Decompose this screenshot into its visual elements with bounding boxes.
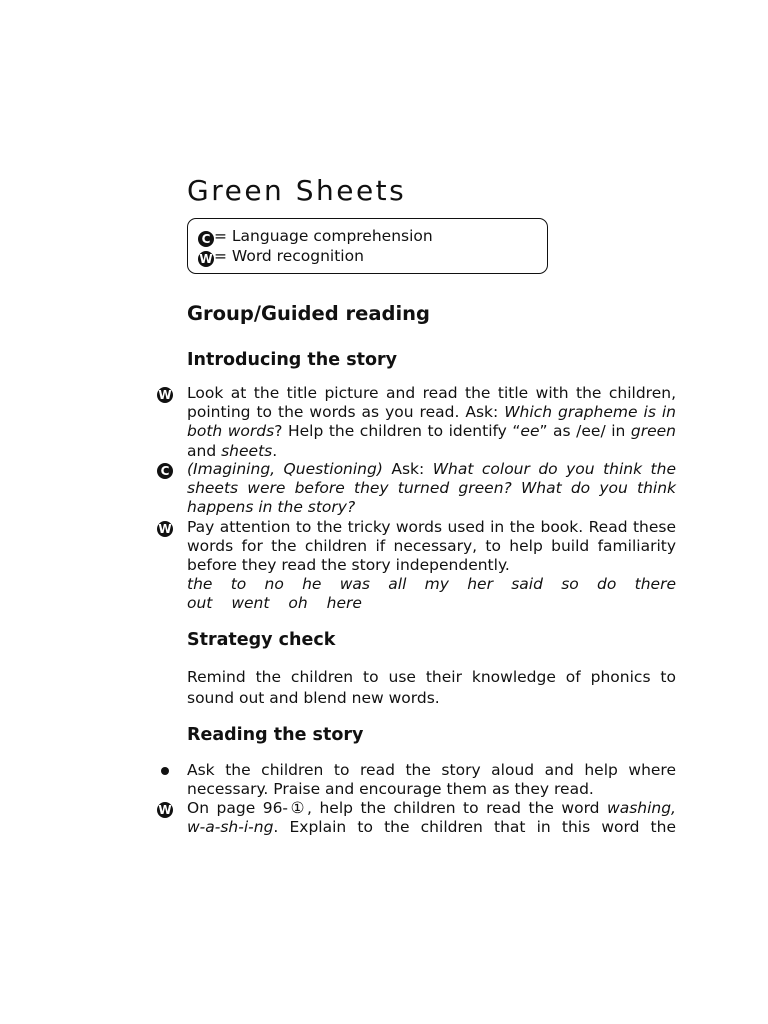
- comprehension-c-icon: C: [157, 463, 173, 479]
- legend-row-comprehension: [198, 226, 433, 247]
- legend-box: [187, 218, 548, 274]
- section-heading: Group/Guided reading: [187, 302, 430, 325]
- tricky-word: my: [424, 575, 449, 593]
- reading-item-2-line: w-a-sh-i-ng. Explain to the children that in this word the: [187, 818, 676, 837]
- strategy-heading: Strategy check: [187, 630, 336, 650]
- word-recognition-w-icon: W: [158, 803, 172, 817]
- intro-item-1-line: and sheets.: [187, 441, 278, 460]
- strategy-line: sound out and blend new words.: [187, 689, 440, 707]
- tricky-words-row-2: [187, 594, 362, 613]
- tricky-word: oh: [288, 594, 308, 612]
- intro-item-3-line: Pay attention to the tricky words used in the book. Read these: [187, 518, 676, 536]
- tricky-word: went: [231, 594, 270, 612]
- reading-item-1-line: necessary. Praise and encourage them as they read.: [187, 780, 594, 799]
- tricky-word: the: [187, 575, 213, 593]
- intro-item-2-line: sheets were before they turned green? What do you think: [187, 479, 676, 498]
- page-title: Green Sheets: [187, 174, 407, 207]
- word-recognition-w-icon: W: [158, 522, 172, 536]
- tricky-word: so: [561, 575, 579, 593]
- tricky-words-row-1: [187, 575, 676, 594]
- reading-heading: Reading the story: [187, 725, 364, 745]
- tricky-word: was: [339, 575, 371, 593]
- introducing-heading: Introducing the story: [187, 350, 398, 370]
- legend-row-word-recognition: [198, 246, 364, 267]
- tricky-word: to: [230, 575, 247, 593]
- legend-word-recognition-text: = Word recognition: [214, 247, 364, 265]
- tricky-word: no: [264, 575, 284, 593]
- bullet-icon: [161, 767, 169, 775]
- strategy-line: Remind the children to use their knowledge of phonics to: [187, 668, 676, 686]
- intro-item-1-line: Look at the title picture and read the title with the children,: [187, 384, 676, 402]
- tricky-word: do: [597, 575, 617, 593]
- comprehension-c-icon: C: [198, 231, 214, 247]
- tricky-word: said: [511, 575, 543, 593]
- tricky-word: her: [467, 575, 493, 593]
- intro-item-3-line: words for the children if necessary, to help build familiarity: [187, 537, 676, 556]
- strategy-text: [187, 667, 676, 709]
- tricky-word: here: [326, 594, 362, 612]
- intro-item-2-line: happens in the story?: [187, 498, 356, 517]
- word-recognition-w-icon: W: [199, 252, 213, 266]
- intro-item-1: [187, 384, 676, 461]
- intro-item-3-line: before they read the story independently.: [187, 556, 510, 575]
- intro-item-2-line: (Imagining, Questioning) Ask: What colour do you think the: [187, 460, 676, 478]
- intro-item-3: [187, 518, 676, 576]
- reading-item-1: [187, 761, 676, 799]
- tricky-word: all: [388, 575, 407, 593]
- reading-item-1-line: Ask the children to read the story aloud and help where: [187, 761, 676, 779]
- tricky-word: out: [187, 594, 213, 612]
- reading-item-2: [187, 799, 676, 837]
- word-recognition-w-icon: W: [158, 388, 172, 402]
- tricky-word: there: [634, 575, 676, 593]
- intro-item-1-line: pointing to the words as you read. Ask: Which grapheme is in: [187, 403, 676, 422]
- tricky-word: he: [302, 575, 322, 593]
- reading-item-2-line: On page 96-①, help the children to read the word washing,: [187, 799, 676, 817]
- intro-item-1-line: both words? Help the children to identify “ee” as /ee/ in green: [187, 422, 676, 441]
- intro-item-2: [187, 460, 676, 518]
- legend-comprehension-text: = Language comprehension: [214, 227, 433, 245]
